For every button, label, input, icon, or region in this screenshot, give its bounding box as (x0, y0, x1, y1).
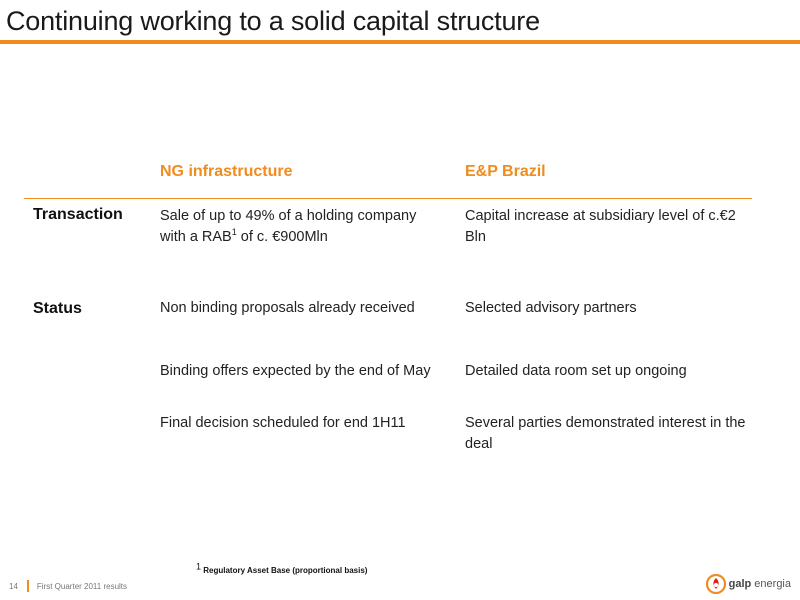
footnote-text: Regulatory Asset Base (proportional basis) (203, 566, 368, 575)
footnote (196, 561, 368, 575)
footer-label: First Quarter 2011 results (36, 581, 128, 591)
galp-logo-icon (706, 574, 726, 594)
footer-divider (27, 580, 29, 592)
logo-text-galp: galp (728, 578, 752, 590)
page-title: Continuing working to a solid capital structure (6, 6, 540, 36)
page-footer (9, 580, 127, 592)
status-ng-item-1: Non binding proposals already received (160, 300, 415, 316)
footnote-ref: 1 (231, 227, 237, 238)
galp-logo-text (729, 578, 791, 590)
status-ng-item-2: Binding offers expected by the end of May (160, 363, 431, 379)
status-brazil-item-3: Several parties demonstrated interest in the deal (465, 415, 746, 452)
footnote-number: 1 (196, 561, 202, 572)
column-header-ng-infrastructure: NG infrastructure (160, 163, 293, 180)
transaction-ng-text-end: of c. €900Mln (236, 229, 328, 245)
row-label-transaction: Transaction (33, 206, 123, 223)
status-brazil-item-2: Detailed data room set up ongoing (465, 363, 687, 379)
header-divider (24, 198, 752, 199)
transaction-brazil-cell: Capital increase at subsidiary level of c.€2 Bln (465, 208, 736, 245)
transaction-ng-cell (160, 206, 445, 248)
galp-logo (706, 574, 791, 594)
status-ng-item-3: Final decision scheduled for end 1H11 (160, 415, 406, 431)
status-brazil-item-1: Selected advisory partners (465, 300, 637, 316)
column-header-ep-brazil: E&P Brazil (465, 163, 546, 180)
transaction-ng-text: Sale of up to 49% of a holding company with a RAB (160, 208, 417, 245)
title-underline (0, 40, 800, 44)
row-label-status: Status (33, 300, 82, 317)
logo-text-energia: energia (754, 578, 791, 590)
page-number: 14 (9, 581, 18, 591)
